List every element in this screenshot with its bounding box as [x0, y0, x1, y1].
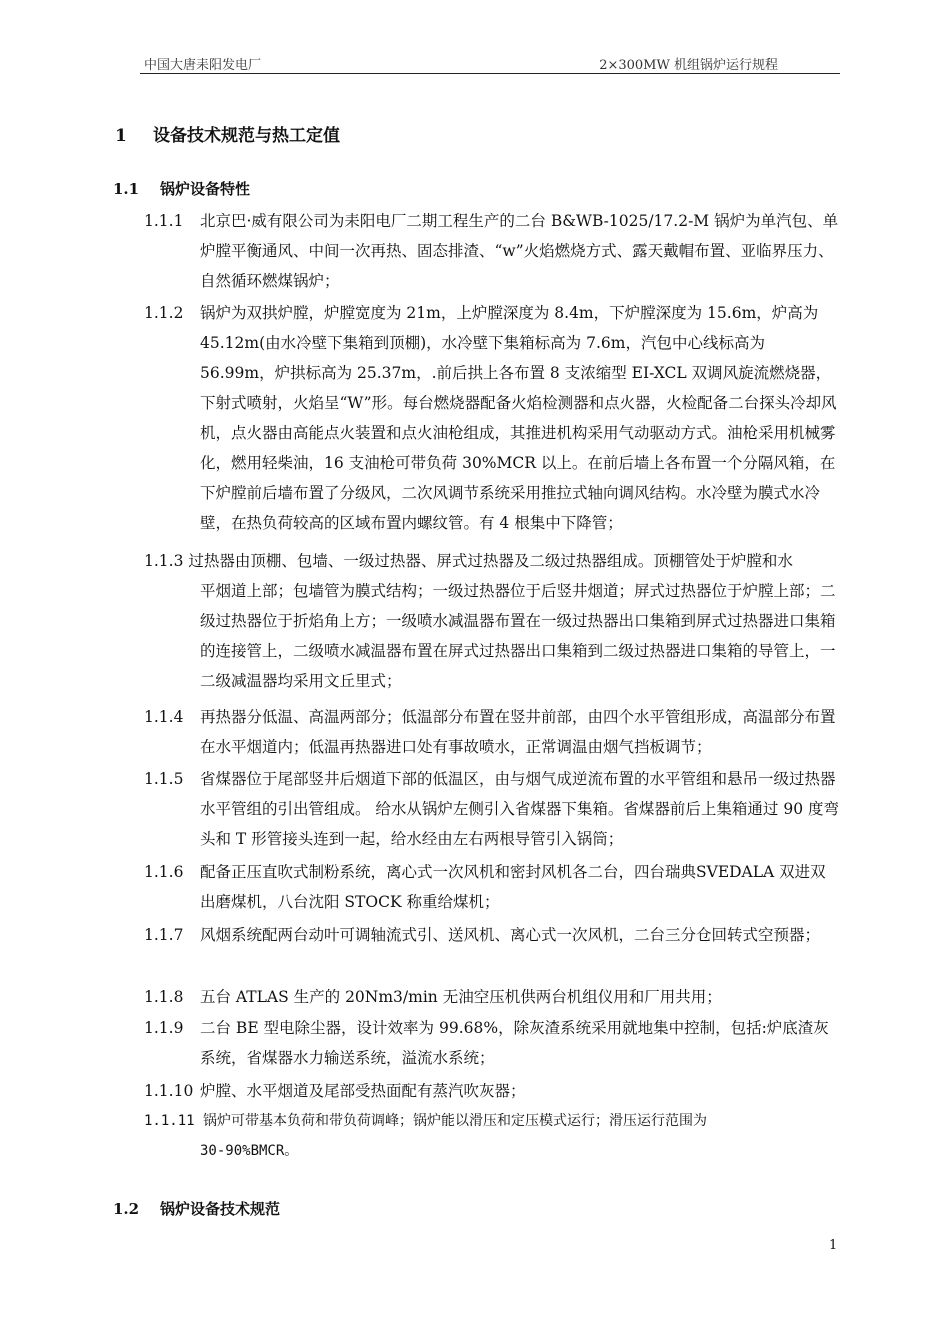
item-number: 1.1.5	[144, 770, 184, 788]
section-heading-1-2	[113, 1198, 280, 1219]
item-text: 配备正压直吹式制粉系统，离心式一次风机和密封风机各二台，四台瑞典SVEDALA 双进双出磨煤机，八台沈阳 STOCK 称重给煤机；	[200, 863, 826, 911]
header-document-title: 2×300MW 机组锅炉运行规程	[599, 58, 778, 73]
list-item	[140, 764, 840, 854]
item-number: 1.1.11	[144, 1113, 195, 1129]
section-heading-1-1	[113, 178, 250, 199]
page-number: 1	[829, 1238, 838, 1253]
item-number: 1.1.2	[144, 304, 184, 322]
section-title: 锅炉设备技术规范	[160, 1200, 281, 1218]
item-number: 1.1.10	[144, 1082, 194, 1100]
page-header	[140, 54, 840, 74]
section-number: 1.2	[113, 1200, 140, 1218]
item-text: 过热器由顶棚、包墙、一级过热器、屏式过热器及二级过热器组成。顶棚管处于炉膛和水	[188, 552, 793, 570]
list-item	[140, 1106, 840, 1166]
item-text: 风烟系统配两台动叶可调轴流式引、送风机、离心式一次风机，二台三分仓回转式空预器；	[200, 926, 821, 944]
item-text: 北京巴·威有限公司为耒阳电厂二期工程生产的二台 B&WB-1025/17.2-M 锅炉为单汽包、单炉膛平衡通风、中间一次再热、固态排渣、“w”火焰燃烧方式、露天戴帽布置、亚临界压力、自然循环燃煤锅炉；	[200, 212, 839, 290]
section-heading-1	[115, 121, 340, 146]
item-text: 五台 ATLAS 生产的 20Nm3/min 无油空压机供两台机组仪用和厂用共用；	[200, 988, 722, 1006]
item-text: 二台 BE 型电除尘器，设计效率为 99.68%，除灰渣系统采用就地集中控制，包括:炉底渣灰系统，省煤器水力输送系统，溢流水系统；	[200, 1019, 829, 1067]
section-number: 1.1	[113, 180, 140, 198]
list-item	[140, 546, 840, 696]
item-number: 1.1.1	[144, 212, 184, 230]
list-item	[140, 702, 840, 762]
header-divider	[140, 73, 840, 74]
list-item	[140, 298, 840, 538]
item-number: 1.1.7	[144, 926, 184, 944]
item-first-line	[140, 546, 840, 576]
list-item	[140, 857, 840, 917]
item-text: 再热器分低温、高温两部分；低温部分布置在竖井前部，由四个水平管组形成，高温部分布置在水平烟道内；低温再热器进口处有事故喷水，正常调温由烟气挡板调节；	[200, 708, 836, 756]
list-item	[140, 982, 840, 1012]
item-text: 锅炉可带基本负荷和带负荷调峰；锅炉能以滑压和定压模式运行；滑压运行范围为	[203, 1113, 708, 1129]
item-text-continued: 30-90%BMCR。	[200, 1143, 299, 1159]
item-number: 1.1.4	[144, 708, 184, 726]
item-number: 1.1.6	[144, 863, 184, 881]
list-item	[140, 1013, 840, 1073]
section-title: 锅炉设备特性	[160, 180, 251, 198]
item-text: 炉膛、水平烟道及尾部受热面配有蒸汽吹灰器；	[200, 1082, 526, 1100]
item-text: 省煤器位于尾部竖井后烟道下部的低温区，由与烟气成逆流布置的水平管组和悬吊一级过热器水平管组的引出管组成。 给水从锅炉左侧引入省煤器下集箱。省煤器前后上集箱通过 90 度弯头和 T 形管接头连到一起，给水经由左右两根导管引入锅筒；	[200, 770, 840, 848]
item-number: 1.1.9	[144, 1019, 184, 1037]
item-text-continued: 平烟道上部；包墙管为膜式结构；一级过热器位于后竖井烟道；屏式过热器位于炉膛上部；二级过热器位于折焰角上方；一级喷水减温器布置在一级过热器出口集箱到屏式过热器进口集箱的连接管上，二级喷水减温器布置在屏式过热器出口集箱到二级过热器进口集箱的导管上，一二级减温器均采用文丘里式；	[200, 582, 836, 690]
section-number: 1	[115, 126, 127, 146]
item-number: 1.1.3	[144, 552, 184, 570]
item-first-line	[140, 1106, 840, 1136]
header-organization: 中国大唐耒阳发电厂	[144, 58, 262, 73]
item-number: 1.1.8	[144, 988, 184, 1006]
section-title: 设备技术规范与热工定值	[153, 126, 340, 146]
item-text: 锅炉为双拱炉膛，炉膛宽度为 21m，上炉膛深度为 8.4m，下炉膛深度为 15.6m，炉高为 45.12m(由水冷壁下集箱到顶棚)，水冷壁下集箱标高为 7.6m，汽包中心线标高为 56.99m，炉拱标高为 25.37m，.前后拱上各布置 8 支浓缩型 EI-XCL 双调风旋流燃烧器，下射式喷射，火焰呈“W”形。每台燃烧器配备火焰检测器和点火器，火检配备二台探头冷却风机，点火器由高能点火装置和点火油枪组成，其推进机构采用气动驱动方式。油枪采用机械雾化，燃用轻柴油，16 支油枪可带负荷 30%MCR 以上。在前后墙上各布置一个分隔风箱，在下炉膛前后墙布置了分级风，二次风调节系统采用推拉式轴向调风结构。水冷壁为膜式水冷壁，在热负荷较高的区域布置内螺纹管。有 4 根集中下降管；	[200, 304, 837, 532]
list-item	[140, 1076, 840, 1106]
list-item	[140, 920, 840, 950]
list-item	[140, 206, 840, 296]
